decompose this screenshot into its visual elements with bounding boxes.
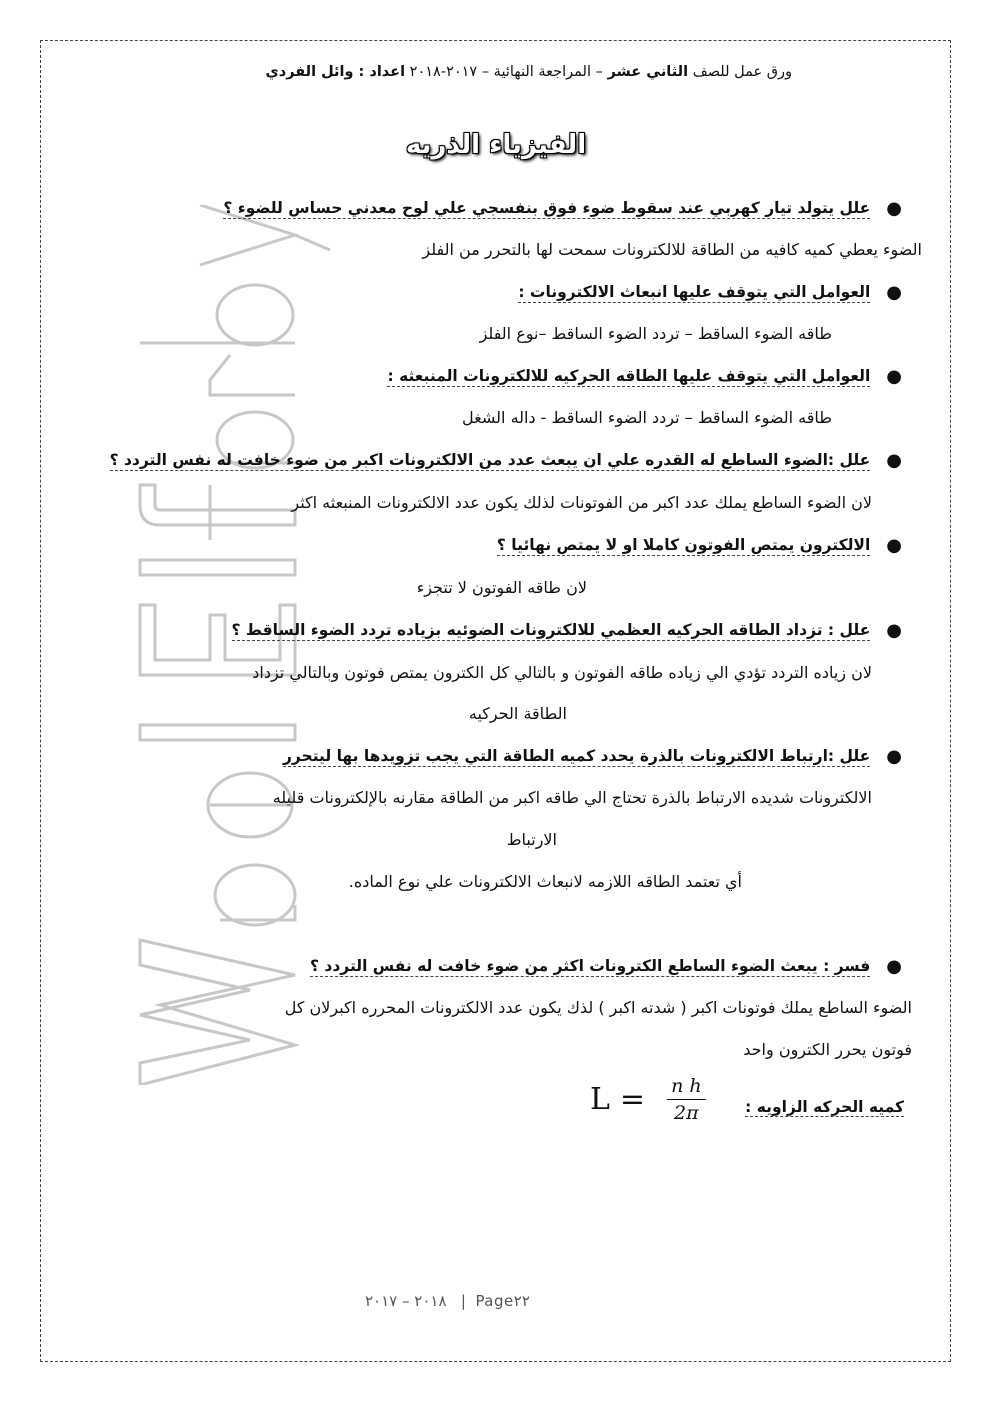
header-part2: – المراجعة النهائية – ٢٠١٧-٢٠١٨ (405, 64, 608, 80)
question-text: علل :ارتباط الالكترونات بالذرة يحدد كميه الطاقة التي يجب تزويدها بها ليتحرر (282, 746, 871, 765)
answer-8-line-1: الضوء الساطع يملك فوتونات اكبر ( شدته اكبر ) لذك يكون عدد الالكترونات المحرره اكبرلان كل (284, 998, 912, 1017)
answer-1-line-1: الضوء يعطي كميه كافيه من الطاقة للالكترونات سمحت لها بالتحرر من الفلز (422, 240, 922, 259)
footer-years: ٢٠١٨ – ٢٠١٧ (365, 1292, 447, 1310)
answer-6-line-2: الطاقة الحركيه (468, 704, 567, 723)
page-border (40, 40, 951, 1362)
question-1 (223, 198, 902, 219)
answer-7-line-2: الارتباط (506, 830, 557, 849)
answer-6-line-1: لان زياده التردد تؤدي الي زياده طاقه الفوتون و بالتالي كل الكترون يمتص فوتون وبالتالي تزداد (252, 663, 872, 682)
question-text: علل يتولد تيار كهربي عند سقوط ضوء فوق بنفسجي علي لوح معدني حساس للضوء ؟ (223, 198, 871, 217)
bullet-icon: ● (886, 282, 902, 303)
question-text: علل : تزداد الطاقه الحركيه العظمي للالكترونات الضوئيه بزياده تردد الضوء الساقط ؟ (231, 620, 871, 639)
question-4 (110, 450, 902, 471)
angular-momentum-formula (590, 1075, 706, 1124)
answer-7-line-3: أي تعتمد الطاقه اللازمه لانبعاث الالكترونات علي نوع الماده. (348, 872, 742, 891)
footer-page-number: Page٢٢ (475, 1292, 530, 1310)
answer-7-line-1: الالكترونات شديده الارتباط بالذرة تحتاج الي طاقه اكبر من الطاقة مقارنه بالإلكترونات قليله (272, 788, 872, 807)
document-header (150, 64, 792, 80)
answer-4-line-1: لان الضوء الساطع يملك عدد اكبر من الفوتونات لذلك يكون عدد الالكترونات المنبعثه اكثر (291, 493, 872, 512)
header-author: وائل الفردي (265, 64, 359, 80)
formula-label: كميه الحركه الزاويه : (745, 1098, 904, 1116)
bullet-icon: ● (886, 450, 902, 471)
answer-2-line-1: طاقه الضوء الساقط – تردد الضوء الساقط –نوع الفلز (479, 324, 832, 343)
question-text: علل :الضوء الساطع له القدره علي ان يبعث عدد من الالكترونات اكبر من ضوء خافت له نفس التردد ؟ (109, 450, 871, 469)
page-title: الفيزياء الذريه (405, 130, 587, 160)
formula-lhs: L (590, 1082, 610, 1117)
question-6 (232, 620, 902, 641)
header-part1: ورق عمل للصف (688, 64, 792, 80)
question-text: الالكترون يمتص الفوتون كاملا او لا يمتص نهائيا ؟ (496, 535, 871, 554)
bullet-icon: ● (886, 620, 902, 641)
formula-fraction (667, 1075, 706, 1124)
question-text: فسر : يبعث الضوء الساطع الكترونات اكثر من ضوء خافت له نفس التردد ؟ (310, 956, 871, 975)
bullet-icon: ● (886, 746, 902, 767)
formula-numerator: n h (667, 1075, 706, 1100)
bullet-icon: ● (886, 535, 902, 556)
question-text: العوامل التي يتوقف عليها انبعاث الالكترونات : (518, 282, 871, 301)
header-prepared-label: اعداد : (358, 64, 406, 80)
question-8 (310, 956, 902, 977)
answer-3-line-1: طاقه الضوء الساقط – تردد الضوء الساقط - داله الشغل (462, 408, 832, 427)
bullet-icon: ● (886, 366, 902, 387)
question-7 (283, 746, 902, 767)
formula-equals: = (619, 1082, 646, 1117)
answer-8-line-2: فوتون يحرر الكترون واحد (743, 1040, 912, 1059)
question-2 (518, 282, 902, 303)
answer-5-line-1: لان طاقه الفوتون لا تتجزء (416, 578, 587, 597)
footer-separator: | (460, 1292, 466, 1310)
question-5 (497, 535, 902, 556)
bullet-icon: ● (886, 956, 902, 977)
bullet-icon: ● (886, 198, 902, 219)
question-3 (387, 366, 902, 387)
page-footer (365, 1292, 530, 1310)
formula-denominator: 2π (674, 1102, 699, 1124)
header-grade: الثاني عشر (607, 64, 689, 80)
question-text: العوامل التي يتوقف عليها الطاقه الحركيه للالكترونات المنبعثه : (387, 366, 871, 385)
